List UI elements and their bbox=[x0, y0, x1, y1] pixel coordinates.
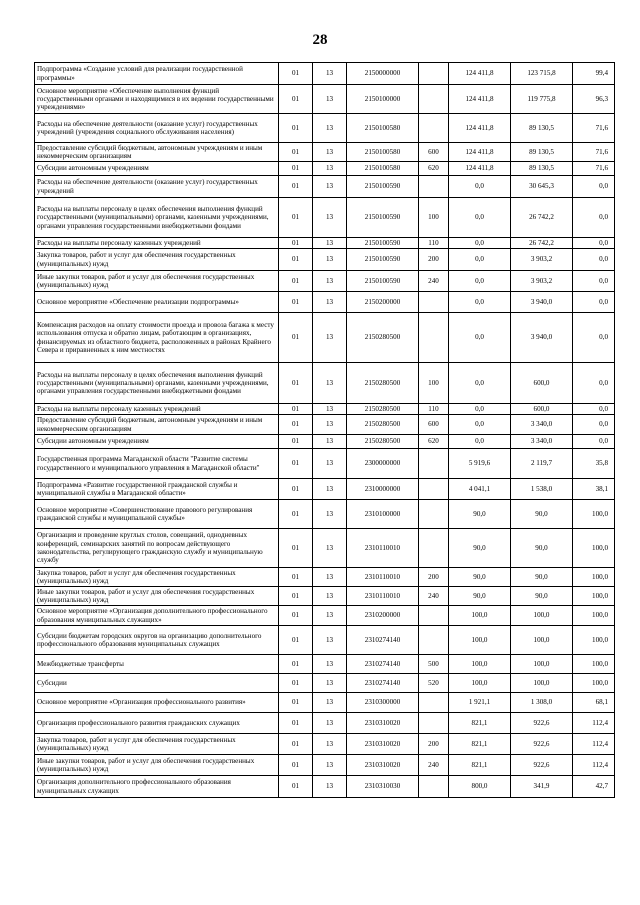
row-section-cell: 01 bbox=[279, 198, 313, 238]
row-type-cell: 200 bbox=[419, 568, 449, 587]
row-type-cell: 620 bbox=[419, 435, 449, 449]
row-subsection-cell: 13 bbox=[313, 176, 347, 198]
row-subsection-cell: 13 bbox=[313, 404, 347, 415]
table-row bbox=[35, 271, 615, 292]
row-plan-cell: 0,0 bbox=[449, 249, 511, 271]
row-section-cell: 01 bbox=[279, 755, 313, 776]
row-type-cell bbox=[419, 606, 449, 626]
row-name-cell: Основное мероприятие «Обеспечение реализации подпрограммы» bbox=[35, 292, 279, 313]
row-percent-cell: 71,6 bbox=[573, 162, 615, 176]
row-name-cell: Расходы на обеспечение деятельности (оказание услуг) государственных учреждений (учреждения социального обслуживания населения) bbox=[35, 114, 279, 143]
row-section-cell: 01 bbox=[279, 404, 313, 415]
row-fact-cell: 3 940,0 bbox=[511, 313, 573, 363]
row-plan-cell: 0,0 bbox=[449, 435, 511, 449]
row-code-cell: 2150200000 bbox=[347, 292, 419, 313]
row-subsection-cell: 13 bbox=[313, 249, 347, 271]
row-subsection-cell: 13 bbox=[313, 198, 347, 238]
row-fact-cell: 922,6 bbox=[511, 734, 573, 755]
row-type-cell: 600 bbox=[419, 415, 449, 435]
row-plan-cell: 100,0 bbox=[449, 655, 511, 674]
row-subsection-cell: 13 bbox=[313, 587, 347, 606]
row-fact-cell: 26 742,2 bbox=[511, 198, 573, 238]
row-code-cell: 2150100590 bbox=[347, 271, 419, 292]
row-type-cell bbox=[419, 776, 449, 798]
table-row bbox=[35, 734, 615, 755]
row-type-cell: 240 bbox=[419, 271, 449, 292]
table-row bbox=[35, 198, 615, 238]
row-code-cell: 2150280500 bbox=[347, 404, 419, 415]
table-row bbox=[35, 162, 615, 176]
table-row bbox=[35, 435, 615, 449]
row-plan-cell: 124 411,8 bbox=[449, 63, 511, 85]
row-section-cell: 01 bbox=[279, 85, 313, 114]
row-plan-cell: 1 921,1 bbox=[449, 693, 511, 713]
row-type-cell bbox=[419, 292, 449, 313]
row-plan-cell: 821,1 bbox=[449, 713, 511, 734]
row-fact-cell: 100,0 bbox=[511, 674, 573, 693]
table-row bbox=[35, 63, 615, 85]
table-row bbox=[35, 626, 615, 655]
row-section-cell: 01 bbox=[279, 529, 313, 568]
row-subsection-cell: 13 bbox=[313, 479, 347, 500]
row-fact-cell: 1 538,0 bbox=[511, 479, 573, 500]
row-section-cell: 01 bbox=[279, 238, 313, 249]
row-subsection-cell: 13 bbox=[313, 114, 347, 143]
row-name-cell: Расходы на выплаты персоналу в целях обеспечения выполнения функций государственными (муниципальными) органами, казенными учреждениями, органами управления государственными внебюджетными фондами bbox=[35, 363, 279, 404]
row-name-cell: Расходы на выплаты персоналу казенных учреждений bbox=[35, 404, 279, 415]
row-section-cell: 01 bbox=[279, 415, 313, 435]
row-code-cell: 2150100590 bbox=[347, 176, 419, 198]
row-code-cell: 2310310020 bbox=[347, 713, 419, 734]
row-percent-cell: 35,8 bbox=[573, 449, 615, 479]
row-section-cell: 01 bbox=[279, 655, 313, 674]
row-subsection-cell: 13 bbox=[313, 606, 347, 626]
row-percent-cell: 0,0 bbox=[573, 238, 615, 249]
row-type-cell: 110 bbox=[419, 238, 449, 249]
row-type-cell: 240 bbox=[419, 587, 449, 606]
row-fact-cell: 922,6 bbox=[511, 713, 573, 734]
row-section-cell: 01 bbox=[279, 713, 313, 734]
row-plan-cell: 0,0 bbox=[449, 176, 511, 198]
table-row bbox=[35, 674, 615, 693]
row-type-cell bbox=[419, 449, 449, 479]
row-fact-cell: 600,0 bbox=[511, 404, 573, 415]
row-plan-cell: 4 041,1 bbox=[449, 479, 511, 500]
row-percent-cell: 42,7 bbox=[573, 776, 615, 798]
row-plan-cell: 821,1 bbox=[449, 755, 511, 776]
row-fact-cell: 90,0 bbox=[511, 529, 573, 568]
row-name-cell: Подпрограмма «Создание условий для реализации государственной программы» bbox=[35, 63, 279, 85]
row-fact-cell: 3 340,0 bbox=[511, 435, 573, 449]
table-row bbox=[35, 404, 615, 415]
row-fact-cell: 341,9 bbox=[511, 776, 573, 798]
row-type-cell: 600 bbox=[419, 143, 449, 162]
table-row bbox=[35, 500, 615, 529]
table-row bbox=[35, 238, 615, 249]
table-row bbox=[35, 529, 615, 568]
row-section-cell: 01 bbox=[279, 114, 313, 143]
row-subsection-cell: 13 bbox=[313, 500, 347, 529]
row-section-cell: 01 bbox=[279, 776, 313, 798]
row-percent-cell: 0,0 bbox=[573, 249, 615, 271]
budget-table-body bbox=[35, 63, 615, 798]
row-percent-cell: 100,0 bbox=[573, 655, 615, 674]
row-name-cell: Основное мероприятие «Обеспечение выполнения функций государственными органами и находящимися в их ведении государственными учреждениями» bbox=[35, 85, 279, 114]
row-code-cell: 2310110010 bbox=[347, 529, 419, 568]
row-name-cell: Расходы на выплаты персоналу казенных учреждений bbox=[35, 238, 279, 249]
row-type-cell bbox=[419, 114, 449, 143]
row-type-cell bbox=[419, 500, 449, 529]
row-subsection-cell: 13 bbox=[313, 143, 347, 162]
row-code-cell: 2310110010 bbox=[347, 568, 419, 587]
row-code-cell: 2310310020 bbox=[347, 734, 419, 755]
row-fact-cell: 30 645,3 bbox=[511, 176, 573, 198]
row-name-cell: Расходы на выплаты персоналу в целях обеспечения выполнения функций государственными (муниципальными) органами, казенными учреждениями, органами управления государственными внебюджетными фондами bbox=[35, 198, 279, 238]
row-percent-cell: 100,0 bbox=[573, 568, 615, 587]
table-row bbox=[35, 143, 615, 162]
row-plan-cell: 90,0 bbox=[449, 500, 511, 529]
row-plan-cell: 100,0 bbox=[449, 674, 511, 693]
row-subsection-cell: 13 bbox=[313, 162, 347, 176]
row-fact-cell: 90,0 bbox=[511, 568, 573, 587]
row-fact-cell: 26 742,2 bbox=[511, 238, 573, 249]
row-code-cell: 2310110010 bbox=[347, 587, 419, 606]
row-type-cell: 110 bbox=[419, 404, 449, 415]
row-name-cell: Организация профессионального развития гражданских служащих bbox=[35, 713, 279, 734]
table-row bbox=[35, 363, 615, 404]
row-type-cell bbox=[419, 529, 449, 568]
row-plan-cell: 0,0 bbox=[449, 415, 511, 435]
row-plan-cell: 0,0 bbox=[449, 238, 511, 249]
row-percent-cell: 100,0 bbox=[573, 529, 615, 568]
row-subsection-cell: 13 bbox=[313, 271, 347, 292]
row-code-cell: 2310300000 bbox=[347, 693, 419, 713]
table-row bbox=[35, 693, 615, 713]
row-percent-cell: 0,0 bbox=[573, 363, 615, 404]
row-name-cell: Межбюджетные трансферты bbox=[35, 655, 279, 674]
row-type-cell: 200 bbox=[419, 249, 449, 271]
row-section-cell: 01 bbox=[279, 271, 313, 292]
row-section-cell: 01 bbox=[279, 162, 313, 176]
row-name-cell: Предоставление субсидий бюджетным, автономным учреждениям и иным некоммерческим организациям bbox=[35, 143, 279, 162]
page-number: 28 bbox=[312, 32, 328, 48]
row-code-cell: 2150100580 bbox=[347, 143, 419, 162]
table-row bbox=[35, 776, 615, 798]
row-section-cell: 01 bbox=[279, 479, 313, 500]
row-name-cell: Закупка товаров, работ и услуг для обеспечения государственных (муниципальных) нужд bbox=[35, 249, 279, 271]
row-code-cell: 2150100590 bbox=[347, 198, 419, 238]
row-name-cell: Подпрограмма «Развитие государственной гражданской службы и муниципальной службы в Магаданской области» bbox=[35, 479, 279, 500]
row-plan-cell: 0,0 bbox=[449, 404, 511, 415]
row-fact-cell: 3 903,2 bbox=[511, 249, 573, 271]
row-subsection-cell: 13 bbox=[313, 449, 347, 479]
row-type-cell: 520 bbox=[419, 674, 449, 693]
row-name-cell: Компенсация расходов на оплату стоимости проезда и провоза багажа к месту использования отпуска и обратно лицам, работающим в организациях, финансируемых из областного бюджета, расположенных в районах Крайнего Севера и приравненных к ним местностях bbox=[35, 313, 279, 363]
row-fact-cell: 100,0 bbox=[511, 655, 573, 674]
table-row bbox=[35, 85, 615, 114]
row-type-cell: 500 bbox=[419, 655, 449, 674]
row-percent-cell: 68,1 bbox=[573, 693, 615, 713]
row-plan-cell: 100,0 bbox=[449, 606, 511, 626]
row-type-cell bbox=[419, 626, 449, 655]
row-percent-cell: 100,0 bbox=[573, 606, 615, 626]
row-section-cell: 01 bbox=[279, 143, 313, 162]
row-fact-cell: 119 775,8 bbox=[511, 85, 573, 114]
row-name-cell: Организация и проведение круглых столов, совещаний, однодневных конференций, семинарских занятий по вопросам действующего законодательства, регулирующего гражданскую службу и муниципальную службу bbox=[35, 529, 279, 568]
row-subsection-cell: 13 bbox=[313, 755, 347, 776]
row-subsection-cell: 13 bbox=[313, 238, 347, 249]
row-subsection-cell: 13 bbox=[313, 626, 347, 655]
row-percent-cell: 0,0 bbox=[573, 404, 615, 415]
table-row bbox=[35, 449, 615, 479]
row-fact-cell: 90,0 bbox=[511, 587, 573, 606]
row-code-cell: 2150280500 bbox=[347, 415, 419, 435]
table-row bbox=[35, 568, 615, 587]
row-plan-cell: 90,0 bbox=[449, 529, 511, 568]
row-fact-cell: 3 340,0 bbox=[511, 415, 573, 435]
row-percent-cell: 96,3 bbox=[573, 85, 615, 114]
table-row bbox=[35, 249, 615, 271]
row-name-cell: Субсидии автономным учреждениям bbox=[35, 435, 279, 449]
row-plan-cell: 0,0 bbox=[449, 198, 511, 238]
row-percent-cell: 0,0 bbox=[573, 313, 615, 363]
row-name-cell: Иные закупки товаров, работ и услуг для обеспечения государственных (муниципальных) нужд bbox=[35, 755, 279, 776]
row-name-cell: Предоставление субсидий бюджетным, автономным учреждениям и иным некоммерческим организациям bbox=[35, 415, 279, 435]
row-fact-cell: 3 940,0 bbox=[511, 292, 573, 313]
row-fact-cell: 600,0 bbox=[511, 363, 573, 404]
row-code-cell: 2310310020 bbox=[347, 755, 419, 776]
row-fact-cell: 3 903,2 bbox=[511, 271, 573, 292]
row-type-cell bbox=[419, 176, 449, 198]
table-row bbox=[35, 587, 615, 606]
row-type-cell bbox=[419, 713, 449, 734]
row-plan-cell: 0,0 bbox=[449, 363, 511, 404]
row-code-cell: 2310100000 bbox=[347, 500, 419, 529]
row-percent-cell: 100,0 bbox=[573, 500, 615, 529]
row-percent-cell: 99,4 bbox=[573, 63, 615, 85]
row-subsection-cell: 13 bbox=[313, 713, 347, 734]
row-code-cell: 2150100000 bbox=[347, 85, 419, 114]
row-section-cell: 01 bbox=[279, 606, 313, 626]
row-plan-cell: 124 411,8 bbox=[449, 162, 511, 176]
row-name-cell: Организация дополнительного профессионального образования муниципальных служащих bbox=[35, 776, 279, 798]
row-code-cell: 2150280500 bbox=[347, 363, 419, 404]
row-code-cell: 2310274140 bbox=[347, 674, 419, 693]
row-subsection-cell: 13 bbox=[313, 693, 347, 713]
row-section-cell: 01 bbox=[279, 626, 313, 655]
row-fact-cell: 100,0 bbox=[511, 606, 573, 626]
row-name-cell: Расходы на обеспечение деятельности (оказание услуг) государственных учреждений bbox=[35, 176, 279, 198]
row-plan-cell: 0,0 bbox=[449, 292, 511, 313]
table-row bbox=[35, 713, 615, 734]
row-section-cell: 01 bbox=[279, 313, 313, 363]
row-subsection-cell: 13 bbox=[313, 85, 347, 114]
row-percent-cell: 100,0 bbox=[573, 674, 615, 693]
row-type-cell bbox=[419, 63, 449, 85]
row-plan-cell: 0,0 bbox=[449, 313, 511, 363]
row-section-cell: 01 bbox=[279, 435, 313, 449]
row-name-cell: Основное мероприятие «Совершенствование правового регулирования гражданской службы и муниципальной службы» bbox=[35, 500, 279, 529]
row-name-cell: Государственная программа Магаданской области "Развитие системы государственного и муниципального управления в Магаданской области" bbox=[35, 449, 279, 479]
row-percent-cell: 0,0 bbox=[573, 415, 615, 435]
row-plan-cell: 90,0 bbox=[449, 587, 511, 606]
row-subsection-cell: 13 bbox=[313, 63, 347, 85]
row-percent-cell: 0,0 bbox=[573, 435, 615, 449]
table-row bbox=[35, 292, 615, 313]
row-code-cell: 2150100580 bbox=[347, 162, 419, 176]
row-code-cell: 2150280500 bbox=[347, 435, 419, 449]
table-row bbox=[35, 176, 615, 198]
row-subsection-cell: 13 bbox=[313, 363, 347, 404]
budget-table bbox=[34, 62, 615, 798]
row-section-cell: 01 bbox=[279, 449, 313, 479]
row-name-cell: Закупка товаров, работ и услуг для обеспечения государственных (муниципальных) нужд bbox=[35, 734, 279, 755]
row-name-cell: Субсидии автономным учреждениям bbox=[35, 162, 279, 176]
row-code-cell: 2150280500 bbox=[347, 313, 419, 363]
row-type-cell: 100 bbox=[419, 363, 449, 404]
row-subsection-cell: 13 bbox=[313, 292, 347, 313]
row-section-cell: 01 bbox=[279, 363, 313, 404]
row-fact-cell: 90,0 bbox=[511, 500, 573, 529]
row-type-cell: 100 bbox=[419, 198, 449, 238]
row-subsection-cell: 13 bbox=[313, 655, 347, 674]
row-percent-cell: 71,6 bbox=[573, 143, 615, 162]
row-type-cell bbox=[419, 479, 449, 500]
row-fact-cell: 100,0 bbox=[511, 626, 573, 655]
row-plan-cell: 5 919,6 bbox=[449, 449, 511, 479]
table-row bbox=[35, 606, 615, 626]
row-section-cell: 01 bbox=[279, 249, 313, 271]
row-fact-cell: 123 715,8 bbox=[511, 63, 573, 85]
row-section-cell: 01 bbox=[279, 693, 313, 713]
row-code-cell: 2150100590 bbox=[347, 249, 419, 271]
row-percent-cell: 0,0 bbox=[573, 271, 615, 292]
row-percent-cell: 112,4 bbox=[573, 734, 615, 755]
row-fact-cell: 2 119,7 bbox=[511, 449, 573, 479]
row-section-cell: 01 bbox=[279, 568, 313, 587]
row-name-cell: Субсидии bbox=[35, 674, 279, 693]
row-plan-cell: 124 411,8 bbox=[449, 143, 511, 162]
row-subsection-cell: 13 bbox=[313, 776, 347, 798]
row-fact-cell: 922,6 bbox=[511, 755, 573, 776]
row-section-cell: 01 bbox=[279, 674, 313, 693]
row-code-cell: 2150100590 bbox=[347, 238, 419, 249]
row-percent-cell: 71,6 bbox=[573, 114, 615, 143]
row-percent-cell: 0,0 bbox=[573, 198, 615, 238]
row-type-cell bbox=[419, 693, 449, 713]
row-name-cell: Основное мероприятие «Организация дополнительного профессионального образования муниципальных служащих» bbox=[35, 606, 279, 626]
row-name-cell: Субсидии бюджетам городских округов на организацию дополнительного профессионального образования муниципальных служащих bbox=[35, 626, 279, 655]
row-subsection-cell: 13 bbox=[313, 435, 347, 449]
row-percent-cell: 0,0 bbox=[573, 292, 615, 313]
row-name-cell: Иные закупки товаров, работ и услуг для обеспечения государственных (муниципальных) нужд bbox=[35, 587, 279, 606]
row-section-cell: 01 bbox=[279, 500, 313, 529]
row-code-cell: 2150000000 bbox=[347, 63, 419, 85]
row-plan-cell: 0,0 bbox=[449, 271, 511, 292]
row-code-cell: 2310274140 bbox=[347, 626, 419, 655]
row-type-cell bbox=[419, 313, 449, 363]
row-subsection-cell: 13 bbox=[313, 313, 347, 363]
row-type-cell: 240 bbox=[419, 755, 449, 776]
row-fact-cell: 89 130,5 bbox=[511, 114, 573, 143]
row-section-cell: 01 bbox=[279, 587, 313, 606]
row-type-cell: 620 bbox=[419, 162, 449, 176]
row-subsection-cell: 13 bbox=[313, 415, 347, 435]
row-percent-cell: 100,0 bbox=[573, 626, 615, 655]
row-plan-cell: 124 411,8 bbox=[449, 85, 511, 114]
table-row bbox=[35, 755, 615, 776]
row-plan-cell: 90,0 bbox=[449, 568, 511, 587]
row-name-cell: Иные закупки товаров, работ и услуг для обеспечения государственных (муниципальных) нужд bbox=[35, 271, 279, 292]
row-plan-cell: 124 411,8 bbox=[449, 114, 511, 143]
row-subsection-cell: 13 bbox=[313, 568, 347, 587]
row-code-cell: 2310310030 bbox=[347, 776, 419, 798]
row-code-cell: 2150100580 bbox=[347, 114, 419, 143]
row-section-cell: 01 bbox=[279, 292, 313, 313]
row-name-cell: Основное мероприятие «Организация профессионального развития» bbox=[35, 693, 279, 713]
row-plan-cell: 800,0 bbox=[449, 776, 511, 798]
row-type-cell: 200 bbox=[419, 734, 449, 755]
row-section-cell: 01 bbox=[279, 63, 313, 85]
row-plan-cell: 821,1 bbox=[449, 734, 511, 755]
row-subsection-cell: 13 bbox=[313, 674, 347, 693]
row-fact-cell: 89 130,5 bbox=[511, 143, 573, 162]
row-code-cell: 2310000000 bbox=[347, 479, 419, 500]
row-type-cell bbox=[419, 85, 449, 114]
table-row bbox=[35, 655, 615, 674]
row-fact-cell: 1 308,0 bbox=[511, 693, 573, 713]
row-code-cell: 2300000000 bbox=[347, 449, 419, 479]
row-code-cell: 2310274140 bbox=[347, 655, 419, 674]
row-percent-cell: 100,0 bbox=[573, 587, 615, 606]
table-row bbox=[35, 114, 615, 143]
row-code-cell: 2310200000 bbox=[347, 606, 419, 626]
row-percent-cell: 112,4 bbox=[573, 755, 615, 776]
row-subsection-cell: 13 bbox=[313, 529, 347, 568]
row-percent-cell: 0,0 bbox=[573, 176, 615, 198]
table-row bbox=[35, 479, 615, 500]
row-section-cell: 01 bbox=[279, 176, 313, 198]
table-row bbox=[35, 313, 615, 363]
row-percent-cell: 112,4 bbox=[573, 713, 615, 734]
row-plan-cell: 100,0 bbox=[449, 626, 511, 655]
row-name-cell: Закупка товаров, работ и услуг для обеспечения государственных (муниципальных) нужд bbox=[35, 568, 279, 587]
row-subsection-cell: 13 bbox=[313, 734, 347, 755]
table-row bbox=[35, 415, 615, 435]
row-fact-cell: 89 130,5 bbox=[511, 162, 573, 176]
row-percent-cell: 38,1 bbox=[573, 479, 615, 500]
row-section-cell: 01 bbox=[279, 734, 313, 755]
